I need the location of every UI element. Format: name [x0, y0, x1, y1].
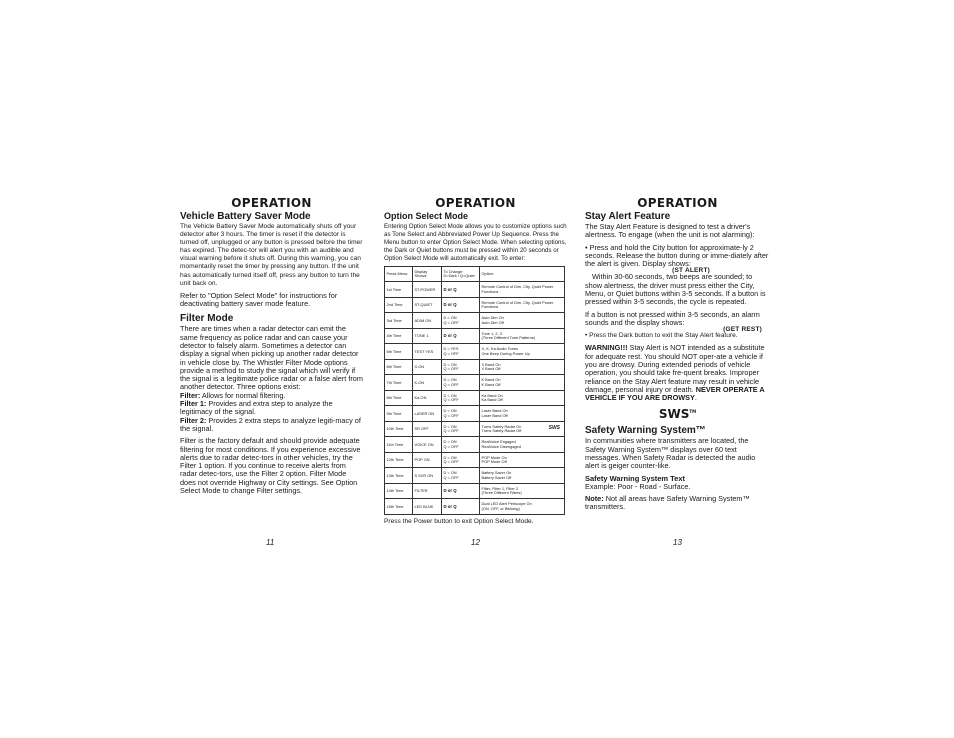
- table-cell-text: Turns Safety Radar On Turns Safety Radar Off: [481, 423, 522, 434]
- table-cell: Laser Band On Laser Band Off: [480, 406, 565, 422]
- table-cell: D or Q: [442, 499, 480, 515]
- table-cell: Ka Band On Ka Band Off: [480, 390, 565, 406]
- table-cell: D = ON Q = OFF: [442, 437, 480, 453]
- table-cell: D = ON Q = OFF: [442, 359, 480, 375]
- table-row: [385, 344, 565, 360]
- table-cell: X Band On X Band Off: [480, 359, 565, 375]
- table-row: [385, 282, 565, 298]
- table-cell: D = ON Q = OFF: [442, 452, 480, 468]
- table-row: [385, 359, 565, 375]
- table-cell: D = ON Q = OFF: [442, 468, 480, 484]
- table-cell: RealVoice Engaged RealVoice Disengaged: [480, 437, 565, 453]
- table-cell: D = ON Q = OFF: [442, 406, 480, 422]
- table-cell: 7th Time: [385, 375, 413, 391]
- table-cell: Dual LED Alert Periscope On (ON, OFF, or Blinking): [480, 499, 565, 515]
- table-cell: 1st Time: [385, 282, 413, 298]
- page-11-column: [180, 196, 363, 499]
- table-cell: D or Q: [442, 282, 480, 298]
- table-cell: Tone 1, 2, 3 (Three Different Tone Patterns): [480, 328, 565, 344]
- table-row: [385, 437, 565, 453]
- stay-alert-intro: The Stay Alert Feature is designed to test a driver's alertness. To engage (when the unit is not alarming):: [585, 222, 755, 240]
- table-cell: ST-POWER: [413, 282, 442, 298]
- page-number: 13: [673, 538, 682, 547]
- safety-warning-text-heading: Safety Warning System Text: [585, 473, 686, 483]
- table-cell: D = ON Q = OFF: [442, 313, 480, 329]
- table-cell: Remote Control of Dim, City, Quiet Power Functions: [480, 297, 565, 313]
- table-row: [385, 390, 565, 406]
- battery-saver-refer-paragraph: Refer to "Option Select Mode" for instructions for deactivating battery saver mode feature.: [180, 290, 338, 309]
- table-cell: 8th Time: [385, 390, 413, 406]
- option-select-table: [384, 266, 565, 515]
- table-row: [385, 468, 565, 484]
- table-row: [385, 375, 565, 391]
- section-heading-stay-alert: Stay Alert Feature: [585, 211, 671, 222]
- table-cell: ADIM ON: [413, 313, 442, 329]
- warning-paragraph: WARNING!!! Stay Alert is NOT intended as a substitute for adequate rest. You should NOT oper-ate a vehicle if you are drowsy. During extended periods of vehicle operation, you should take fre-quent breaks. Improper reliance on the Stay Alert feature may result in vehicle damage, personal injury or death. NEVER OPERATE A VEHICLE IF YOU ARE DROWSY.: [585, 343, 765, 403]
- table-cell: POP ON: [413, 452, 442, 468]
- table-header-row: [385, 267, 565, 282]
- table-cell: 15th Time: [385, 499, 413, 515]
- table-cell: 12th Time: [385, 452, 413, 468]
- table-cell: 9th Time: [385, 406, 413, 422]
- battery-saver-paragraph: The Vehicle Battery Saver Mode automatically shuts off your detector after 3 hours. The timer is reset if the detector is turned off, unplugged or any button is pressed before the timer has expired. The detec-tor will alert you with an audible and visual warning before it shuts off. During this warning, you can momentarily reset the timer by pressing any button. If the unit has automatically turned itself off, press any button to turn the unit back on.: [180, 223, 363, 287]
- table-cell: D or Q: [442, 297, 480, 313]
- table-cell: D = ON Q = OFF: [442, 375, 480, 391]
- page-12-column: [384, 196, 567, 525]
- table-row: [385, 406, 565, 422]
- filter2-option: Filter 2: Provides 2 extra steps to analyze legiti-macy of the signal.: [180, 415, 361, 433]
- table-cell: D or Q: [442, 328, 480, 344]
- table-row: [385, 452, 565, 468]
- section-heading-filter-mode: Filter Mode: [180, 313, 234, 325]
- safety-warning-example: Example: Poor - Road - Surface.: [585, 481, 691, 491]
- table-cell: D = ON Q = OFF: [442, 390, 480, 406]
- section-heading-safety-warning: Safety Warning System™: [585, 425, 706, 437]
- page-title: OPERATION: [435, 195, 516, 211]
- sws-mark: SWS: [548, 424, 560, 431]
- display-label-get-rest: (GET REST): [723, 326, 762, 334]
- table-cell: FILTER: [413, 483, 442, 499]
- page-title: OPERATION: [637, 195, 718, 211]
- table-cell: 5th Time: [385, 344, 413, 360]
- page-number: 11: [266, 538, 275, 547]
- table-cell: 14th Time: [385, 483, 413, 499]
- table-row: [385, 297, 565, 313]
- table-cell: ST-QUIET: [413, 297, 442, 313]
- table-cell: X-ON: [413, 359, 442, 375]
- option-select-intro: Entering Option Select Mode allows you to customize options such as Tone Select and Abbreviated Power Up Sequence. Press the Menu button to enter Option Select Mode. When selecting options, the Dark or Quiet buttons must be pressed within 20 seconds or Option Select Mode will automatically exit. To enter:: [384, 223, 567, 263]
- option-select-footer: Press the Power button to exit Option Select Mode.: [384, 517, 534, 525]
- table-row: [385, 421, 565, 437]
- filter-option: Filter: Allows for normal filtering.: [180, 390, 286, 400]
- table-cell: K Band On K Band Off: [480, 375, 565, 391]
- table-cell: D or Q: [442, 483, 480, 499]
- filter-default-paragraph: Filter is the factory default and should provide adequate filtering for most conditions. If you experience excessive alerts due to radar detec-tors in other vehicles, try the Filter 1 option. If you continue to receive alerts from radar detec-tors, use the Filter 2 option. Filter Mode does not override Highway or City settings. See Option Select Mode to change Filter settings.: [180, 436, 361, 495]
- filter1-option: Filter 1: Provides and extra step to analyze the legitimacy of the signal.: [180, 399, 333, 417]
- table-cell: Auto Dim On Auto Dim Off: [480, 313, 565, 329]
- section-heading-battery-saver: Vehicle Battery Saver Mode: [180, 211, 311, 222]
- stay-alert-bullet: • Press and hold the City button for approximate-ly 2 seconds. Release the button during or imme-diately after the alert is given. Display shows:: [585, 242, 769, 269]
- stay-alert-bullet: • Press the Dark button to exit the Stay Alert feature.: [585, 332, 738, 340]
- table-row: [385, 313, 565, 329]
- table-cell: SR OFF: [413, 421, 442, 437]
- table-cell: D = ON Q = OFF: [442, 421, 480, 437]
- table-cell: D = YES Q = OFF: [442, 344, 480, 360]
- table-cell: S SVR ON: [413, 468, 442, 484]
- table-row: [385, 483, 565, 499]
- table-cell: 13th Time: [385, 468, 413, 484]
- table-cell: Remote Control of Dim, City, Quiet Power Functions: [480, 282, 565, 298]
- table-cell: 2nd Time: [385, 297, 413, 313]
- table-cell: LASER ON: [413, 406, 442, 422]
- table-cell: Filter, Filter 1, Filter 2 (Three Different Filters): [480, 483, 565, 499]
- table-header-cell: Press Menu:: [385, 267, 413, 282]
- page-title: OPERATION: [231, 195, 312, 211]
- table-cell: Ka-ON: [413, 390, 442, 406]
- table-header-cell: Option:: [480, 267, 565, 282]
- table-cell: K-ON: [413, 375, 442, 391]
- table-row: [385, 328, 565, 344]
- table-cell: TEST YES: [413, 344, 442, 360]
- table-cell: TONE 1: [413, 328, 442, 344]
- table-cell: 4th Time: [385, 328, 413, 344]
- safety-warning-paragraph: In communities where transmitters are located, the Safety Warning System™ displays over 60 text messages. When Safety Radar is detected the audio alert is geiger counter-like.: [585, 436, 756, 471]
- table-header-cell: Display Shows:: [413, 267, 442, 282]
- table-cell: 10th Time: [385, 421, 413, 437]
- table-cell: Battery Saver On Battery Saver Off: [480, 468, 565, 484]
- table-cell: [480, 421, 565, 437]
- sws-logo: SWS™: [658, 407, 697, 422]
- display-label-st-alert: (ST ALERT): [672, 267, 710, 275]
- table-cell: 6th Time: [385, 359, 413, 375]
- table-header-cell: To Change: D=Dark / Q=Quiet: [442, 267, 480, 282]
- note-paragraph: Note: Not all areas have Safety Warning System™ transmitters.: [585, 493, 750, 512]
- table-cell: POP Mode On POP Mode Off: [480, 452, 565, 468]
- table-cell: 3rd Time: [385, 313, 413, 329]
- page-13-column: [585, 196, 770, 516]
- table-cell: VOICE ON: [413, 437, 442, 453]
- stay-alert-paragraph: Within 30-60 seconds, two beeps are sounded; to show alertness, the driver must press either the City, Menu, or Quiet buttons within 3-5 seconds. If a button is pressed within 3-5 seconds, the cycle is repeated.: [585, 272, 766, 307]
- table-row: [385, 499, 565, 515]
- page-number: 12: [471, 538, 480, 547]
- stay-alert-paragraph: If a button is not pressed within 3-5 seconds, an alarm sounds and the display shows:: [585, 309, 760, 327]
- table-cell: LED BLNK: [413, 499, 442, 515]
- section-heading-option-select: Option Select Mode: [384, 211, 469, 221]
- table-cell: X, K, Ka Audio Tones One Beep During Power Up: [480, 344, 565, 360]
- table-body: [385, 282, 565, 515]
- table-cell: 11th Time: [385, 437, 413, 453]
- filter-intro-paragraph: There are times when a radar detector can emit the same frequency as police radar and can cause your detector to falsely alarm. Sometimes a detector can display a signal when picking up another radar detector in vehicle close by. The Whistler Filter Mode options provide a method to study the signal which will verify if the signal is a legitimate police radar or a false alert from another detector. Three options exist:: [180, 324, 363, 392]
